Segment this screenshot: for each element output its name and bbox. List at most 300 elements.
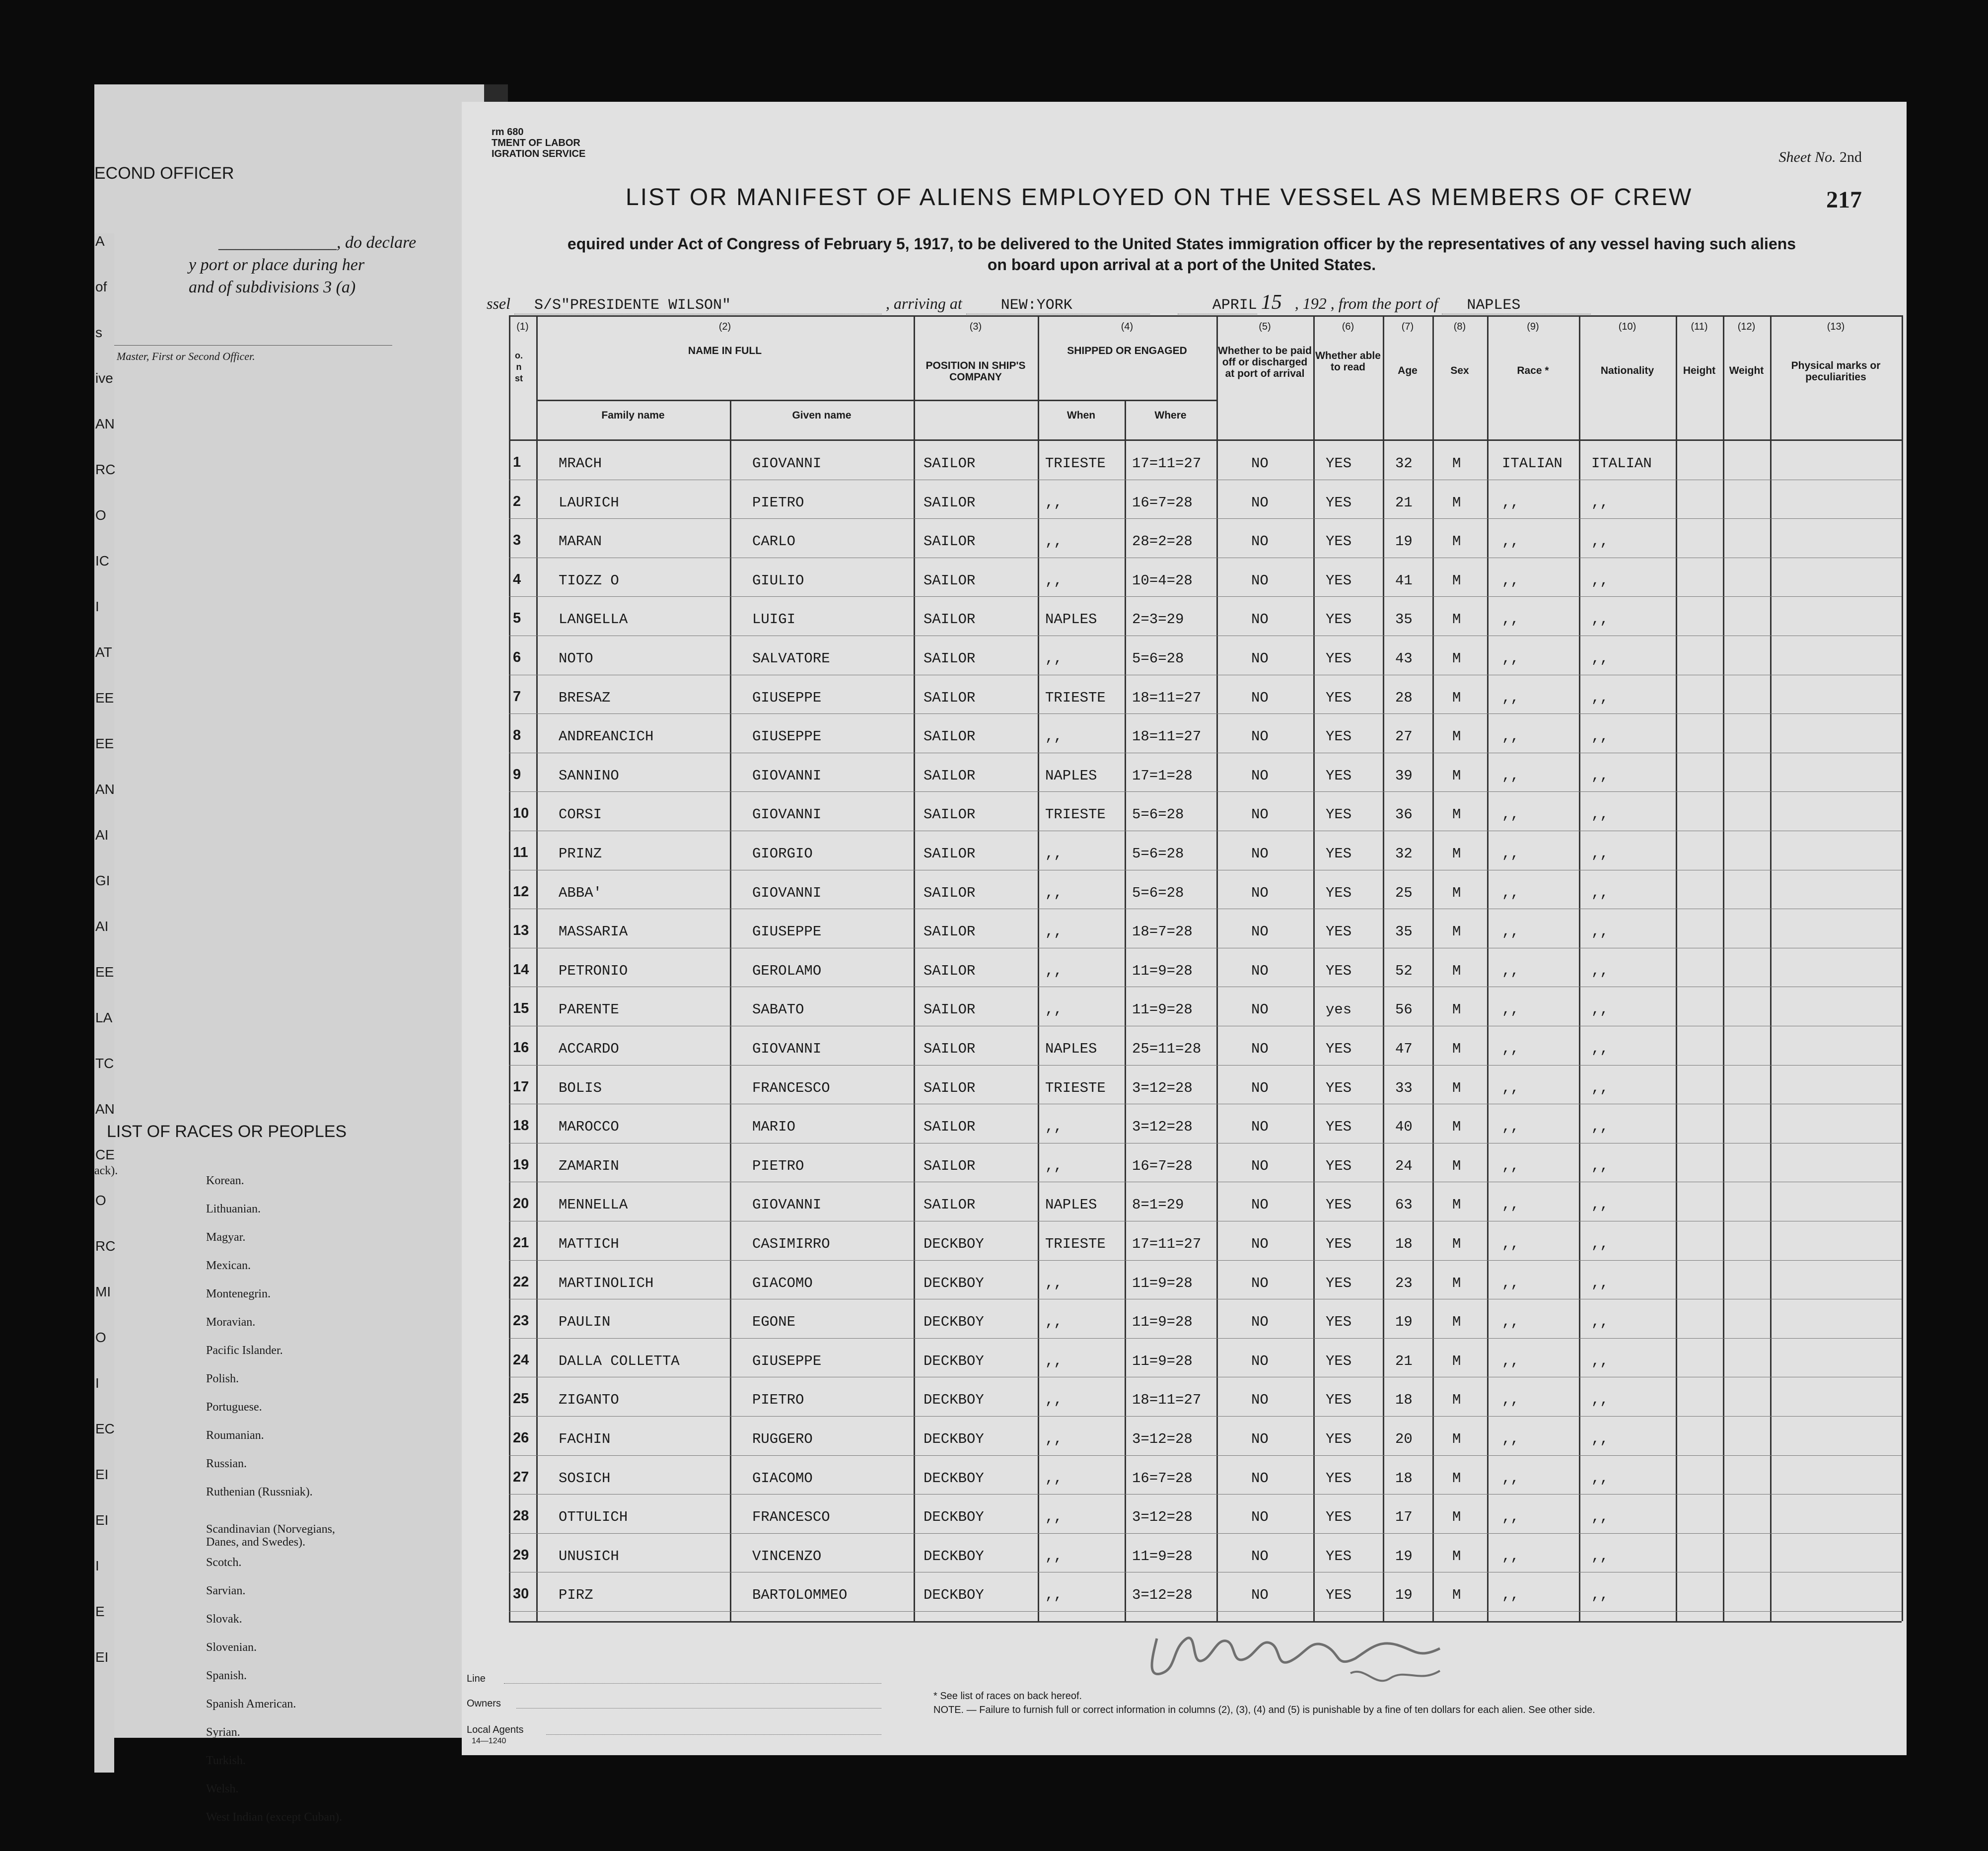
- where-cell: 2=3=29: [1132, 611, 1184, 628]
- column-rule: [914, 315, 915, 1621]
- row-rule: [509, 1455, 1902, 1456]
- able-to-read-cell: YES: [1326, 494, 1352, 511]
- position-cell: DECKBOY: [923, 1353, 984, 1369]
- edge-fragment: E: [95, 1604, 105, 1619]
- able-to-read-cell: YES: [1326, 728, 1352, 745]
- row-number: 27: [513, 1469, 529, 1485]
- race-item: Scotch.: [206, 1556, 242, 1569]
- age-cell: 47: [1395, 1041, 1413, 1057]
- declaration-line: and of subdivisions 3 (a): [189, 278, 356, 296]
- nationality-cell: ,,: [1591, 767, 1609, 784]
- paid-off-cell: NO: [1251, 1392, 1269, 1409]
- nationality-cell: ,,: [1591, 1001, 1609, 1018]
- column-rule: [1487, 315, 1489, 1621]
- able-to-read-cell: YES: [1326, 767, 1352, 784]
- when-cell: TRIESTE: [1045, 455, 1106, 472]
- paid-off-cell: NO: [1251, 962, 1269, 979]
- nationality-cell: ,,: [1591, 962, 1609, 979]
- paid-off-cell: NO: [1251, 611, 1269, 628]
- row-number: 7: [513, 688, 521, 705]
- row-rule: [509, 596, 1902, 597]
- race-item: West Indian (except Cuban).: [206, 1811, 342, 1824]
- when-cell: ,,: [1045, 1314, 1063, 1331]
- nationality-cell: ITALIAN: [1591, 455, 1652, 472]
- family-name-header: Family name: [601, 410, 665, 421]
- position-cell: SAILOR: [923, 1157, 976, 1174]
- sheet-number: [1779, 149, 1862, 166]
- family-name-cell: LANGELLA: [559, 611, 628, 628]
- edge-fragment: A: [95, 233, 105, 249]
- when-cell: ,,: [1045, 1548, 1063, 1565]
- nationality-cell: ,,: [1591, 806, 1609, 823]
- position-cell: SAILOR: [923, 1001, 976, 1018]
- where-cell: 18=11=27: [1132, 689, 1202, 706]
- able-to-read-cell: YES: [1326, 1079, 1352, 1096]
- race-cell: ,,: [1502, 846, 1519, 862]
- age-cell: 56: [1395, 1001, 1413, 1018]
- race-cell: ,,: [1502, 1587, 1519, 1604]
- when-cell: TRIESTE: [1045, 1079, 1106, 1096]
- given-name-cell: SALVATORE: [752, 650, 830, 667]
- edge-fragment: I: [95, 1558, 99, 1573]
- officer-signature: [1142, 1619, 1490, 1698]
- header-subrule: [1038, 400, 1216, 401]
- where-cell: 11=9=28: [1132, 1548, 1193, 1565]
- race-cell: ,,: [1502, 1236, 1519, 1252]
- where-cell: 11=9=28: [1132, 1353, 1193, 1369]
- row-number: 23: [513, 1313, 529, 1329]
- race-cell: ,,: [1502, 1314, 1519, 1331]
- given-name-cell: RUGGERO: [752, 1431, 813, 1447]
- family-name-cell: SANNINO: [559, 767, 619, 784]
- able-to-read-cell: YES: [1326, 1392, 1352, 1409]
- race-item: Spanish American.: [206, 1698, 296, 1710]
- when-cell: ,,: [1045, 1509, 1063, 1526]
- edge-fragment: AN: [95, 1101, 115, 1117]
- where-cell: 5=6=28: [1132, 884, 1184, 901]
- nationality-cell: ,,: [1591, 1157, 1609, 1174]
- paid-off-cell: NO: [1251, 924, 1269, 940]
- row-rule: [509, 713, 1902, 714]
- family-name-cell: BRESAZ: [559, 689, 611, 706]
- race-cell: ,,: [1502, 1079, 1519, 1096]
- where-cell: 16=7=28: [1132, 494, 1193, 511]
- edge-fragment: EI: [95, 1512, 109, 1528]
- column-rule: [730, 400, 731, 1621]
- when-cell: ,,: [1045, 494, 1063, 511]
- age-cell: 35: [1395, 924, 1413, 940]
- race-item: Slovak.: [206, 1613, 242, 1626]
- able-to-read-cell: YES: [1326, 1041, 1352, 1057]
- edge-fragment: AT: [95, 644, 112, 660]
- row-number: 25: [513, 1391, 529, 1407]
- signature-rule: [114, 345, 392, 346]
- able-to-read-cell: YES: [1326, 455, 1352, 472]
- position-cell: SAILOR: [923, 689, 976, 706]
- nationality-cell: ,,: [1591, 1470, 1609, 1487]
- edge-fragment: EE: [95, 964, 114, 980]
- arriving-label: , arriving at: [886, 294, 962, 312]
- paid-off-cell: NO: [1251, 728, 1269, 745]
- age-cell: 32: [1395, 455, 1413, 472]
- able-to-read-cell: YES: [1326, 962, 1352, 979]
- age-cell: 27: [1395, 728, 1413, 745]
- sex-cell: M: [1452, 1119, 1461, 1136]
- where-cell: 8=1=29: [1132, 1197, 1184, 1213]
- position-cell: DECKBOY: [923, 1587, 984, 1604]
- given-name-cell: LUIGI: [752, 611, 796, 628]
- when-cell: ,,: [1045, 1001, 1063, 1018]
- age-cell: 52: [1395, 962, 1413, 979]
- edge-fragment: I: [95, 599, 99, 614]
- header-subrule: [536, 400, 1038, 401]
- nationality-cell: ,,: [1591, 924, 1609, 940]
- row-number: 6: [513, 649, 521, 665]
- position-cell: SAILOR: [923, 494, 976, 511]
- where-cell: 3=12=28: [1132, 1431, 1193, 1447]
- edge-fragment: TC: [95, 1056, 114, 1071]
- when-cell: NAPLES: [1045, 767, 1097, 784]
- given-name-cell: MARIO: [752, 1119, 796, 1136]
- arrival-port: NEW:YORK: [966, 297, 1150, 314]
- column-rule: [1216, 315, 1218, 1621]
- race-cell: ,,: [1502, 494, 1519, 511]
- able-to-read-cell: YES: [1326, 533, 1352, 550]
- arrival-day: 15: [1261, 291, 1282, 314]
- able-to-read-cell: YES: [1326, 924, 1352, 940]
- from-port: NAPLES: [1442, 297, 1591, 314]
- row-number: 24: [513, 1352, 529, 1368]
- edge-fragment: AI: [95, 827, 109, 843]
- position-cell: SAILOR: [923, 455, 976, 472]
- sex-cell: M: [1452, 1353, 1461, 1369]
- given-name-cell: PIETRO: [752, 1392, 804, 1409]
- row-number: 11: [513, 845, 528, 860]
- given-name-cell: PIETRO: [752, 1157, 804, 1174]
- race-item: Slovenian.: [206, 1641, 257, 1654]
- column-number: (8): [1453, 321, 1466, 332]
- family-name-cell: BOLIS: [559, 1079, 602, 1096]
- race-item: Magyar.: [206, 1231, 246, 1244]
- owners-label: Owners: [467, 1698, 501, 1709]
- race-header: Race *: [1517, 365, 1549, 376]
- subtitle-line: on board upon arrival at a port of the United States.: [987, 256, 1376, 274]
- where-cell: 17=1=28: [1132, 767, 1193, 784]
- edge-fragment: AN: [95, 416, 115, 431]
- nationality-cell: ,,: [1591, 494, 1609, 511]
- row-number: 10: [513, 805, 529, 822]
- where-cell: 11=9=28: [1132, 962, 1193, 979]
- race-cell: ,,: [1502, 1275, 1519, 1291]
- paid-off-cell: NO: [1251, 1431, 1269, 1447]
- given-name-cell: GIULIO: [752, 572, 804, 589]
- where-cell: 3=12=28: [1132, 1509, 1193, 1526]
- race-footnote: * See list of races on back hereof.: [933, 1691, 1082, 1702]
- position-cell: SAILOR: [923, 1119, 976, 1136]
- race-item: Moravian.: [206, 1316, 256, 1329]
- nationality-cell: ,,: [1591, 1587, 1609, 1604]
- race-cell: ,,: [1502, 728, 1519, 745]
- subtitle-line: equired under Act of Congress of February 5, 1917, to be delivered to the United States immigration officer by the representatives of any vessel having such aliens: [567, 235, 1796, 253]
- edge-fragment: EI: [95, 1467, 109, 1482]
- row-number: 15: [513, 1000, 529, 1017]
- when-cell: ,,: [1045, 533, 1063, 550]
- given-name-cell: GIACOMO: [752, 1470, 813, 1487]
- paid-off-cell: NO: [1251, 1041, 1269, 1057]
- age-cell: 17: [1395, 1509, 1413, 1526]
- row-number: 1: [513, 454, 521, 470]
- previous-page-edge: [94, 233, 114, 1773]
- page-subtitle: [487, 233, 1877, 275]
- owners-rule: [516, 1708, 881, 1709]
- row-number: 19: [513, 1156, 529, 1173]
- row-number: 4: [513, 571, 521, 587]
- race-cell: ,,: [1502, 1509, 1519, 1526]
- age-cell: 35: [1395, 611, 1413, 628]
- given-name-cell: GIOVANNI: [752, 1197, 822, 1213]
- nationality-header: Nationality: [1600, 365, 1654, 376]
- nationality-cell: ,,: [1591, 1197, 1609, 1213]
- edge-fragment: GI: [95, 873, 110, 888]
- column-number: (1): [516, 321, 529, 332]
- sex-cell: M: [1452, 1157, 1461, 1174]
- age-cell: 19: [1395, 1587, 1413, 1604]
- race-cell: ,,: [1502, 1041, 1519, 1057]
- position-cell: SAILOR: [923, 1197, 976, 1213]
- row-number: 20: [513, 1196, 529, 1212]
- edge-fragment: s: [95, 325, 102, 340]
- race-cell: ,,: [1502, 1392, 1519, 1409]
- where-cell: 16=7=28: [1132, 1157, 1193, 1174]
- family-name-cell: MASSARIA: [559, 924, 628, 940]
- nationality-cell: ,,: [1591, 572, 1609, 589]
- sex-cell: M: [1452, 494, 1461, 511]
- race-cell: ,,: [1502, 924, 1519, 940]
- shipped-header: SHIPPED OR ENGAGED: [1067, 345, 1187, 356]
- family-name-cell: MATTICH: [559, 1236, 619, 1252]
- sheet-value: 2nd: [1840, 149, 1862, 165]
- paid-off-cell: NO: [1251, 767, 1269, 784]
- sex-cell: M: [1452, 1236, 1461, 1252]
- where-cell: 3=12=28: [1132, 1079, 1193, 1096]
- position-cell: SAILOR: [923, 611, 976, 628]
- age-cell: 41: [1395, 572, 1413, 589]
- paid-off-header: Whether to be paid off or discharged at port of arrival: [1218, 345, 1312, 379]
- page-title: LIST OR MANIFEST OF ALIENS EMPLOYED ON THE VESSEL AS MEMBERS OF CREW: [626, 184, 1693, 211]
- when-cell: NAPLES: [1045, 611, 1097, 628]
- edge-fragment: EE: [95, 690, 114, 706]
- able-to-read-cell: YES: [1326, 611, 1352, 628]
- row-number: 2: [513, 493, 521, 509]
- age-cell: 39: [1395, 767, 1413, 784]
- where-cell: 18=7=28: [1132, 924, 1193, 940]
- race-cell: ,,: [1502, 1157, 1519, 1174]
- position-cell: SAILOR: [923, 962, 976, 979]
- given-name-cell: GIOVANNI: [752, 806, 822, 823]
- column-number: (13): [1827, 321, 1845, 332]
- edge-fragment: O: [95, 1330, 106, 1345]
- sex-cell: M: [1452, 884, 1461, 901]
- position-cell: SAILOR: [923, 806, 976, 823]
- nationality-cell: ,,: [1591, 846, 1609, 862]
- age-cell: 18: [1395, 1392, 1413, 1409]
- family-name-cell: MARAN: [559, 533, 602, 550]
- edge-fragment: EC: [95, 1421, 115, 1436]
- race-cell: ,,: [1502, 767, 1519, 784]
- sex-cell: M: [1452, 611, 1461, 628]
- position-cell: SAILOR: [923, 650, 976, 667]
- edge-fragment: AN: [95, 782, 115, 797]
- position-cell: DECKBOY: [923, 1236, 984, 1252]
- column-rule: [1723, 315, 1724, 1621]
- where-cell: 5=6=28: [1132, 806, 1184, 823]
- row-number: 16: [513, 1040, 529, 1056]
- paid-off-cell: NO: [1251, 1353, 1269, 1369]
- sex-cell: M: [1452, 572, 1461, 589]
- race-item: Russian.: [206, 1457, 247, 1470]
- when-cell: TRIESTE: [1045, 689, 1106, 706]
- sex-cell: M: [1452, 533, 1461, 550]
- sex-cell: M: [1452, 650, 1461, 667]
- paid-off-cell: NO: [1251, 846, 1269, 862]
- family-name-cell: ACCARDO: [559, 1041, 619, 1057]
- vessel-name: S/S"PRESIDENTE WILSON": [514, 297, 882, 314]
- where-cell: 3=12=28: [1132, 1119, 1193, 1136]
- when-cell: ,,: [1045, 1587, 1063, 1604]
- able-to-read-cell: YES: [1326, 689, 1352, 706]
- column-rule: [1125, 400, 1126, 1621]
- sex-cell: M: [1452, 728, 1461, 745]
- when-cell: ,,: [1045, 884, 1063, 901]
- given-name-cell: BARTOLOMMEO: [752, 1587, 848, 1604]
- given-name-cell: FRANCESCO: [752, 1509, 830, 1526]
- row-number: 8: [513, 727, 521, 744]
- row-number: 12: [513, 883, 529, 900]
- when-cell: NAPLES: [1045, 1041, 1097, 1057]
- weight-header: Weight: [1729, 365, 1764, 376]
- paid-off-cell: NO: [1251, 1470, 1269, 1487]
- given-name-cell: CASIMIRRO: [752, 1236, 830, 1252]
- row-rule: [509, 1533, 1902, 1534]
- edge-fragment: RC: [95, 462, 116, 477]
- sex-cell: M: [1452, 1587, 1461, 1604]
- position-cell: SAILOR: [923, 846, 976, 862]
- when-cell: ,,: [1045, 962, 1063, 979]
- position-cell: DECKBOY: [923, 1470, 984, 1487]
- when-cell: ,,: [1045, 1470, 1063, 1487]
- paid-off-cell: NO: [1251, 1548, 1269, 1565]
- able-to-read-cell: YES: [1326, 1275, 1352, 1291]
- nationality-cell: ,,: [1591, 728, 1609, 745]
- where-cell: 28=2=28: [1132, 533, 1193, 550]
- where-cell: 11=9=28: [1132, 1275, 1193, 1291]
- race-item: Ruthenian (Russniak).: [206, 1486, 313, 1498]
- position-cell: DECKBOY: [923, 1275, 984, 1291]
- row-number: 18: [513, 1118, 529, 1134]
- nationality-cell: ,,: [1591, 1392, 1609, 1409]
- sex-cell: M: [1452, 1079, 1461, 1096]
- given-name-cell: GIORGIO: [752, 846, 813, 862]
- able-to-read-cell: YES: [1326, 650, 1352, 667]
- row-number: 14: [513, 961, 529, 978]
- age-cell: 63: [1395, 1197, 1413, 1213]
- position-cell: DECKBOY: [923, 1548, 984, 1565]
- paid-off-cell: NO: [1251, 533, 1269, 550]
- age-cell: 19: [1395, 533, 1413, 550]
- when-cell: ,,: [1045, 650, 1063, 667]
- edge-fragment: MI: [95, 1284, 111, 1299]
- race-item: Portuguese.: [206, 1401, 262, 1414]
- race-item: Roumanian.: [206, 1429, 264, 1442]
- race-item: Pacific Islander.: [206, 1344, 283, 1357]
- when-cell: ,,: [1045, 846, 1063, 862]
- race-item: Mexican.: [206, 1259, 251, 1272]
- column-rule: [1313, 315, 1315, 1621]
- paid-off-cell: NO: [1251, 1275, 1269, 1291]
- able-to-read-cell: YES: [1326, 884, 1352, 901]
- agents-label: Local Agents: [467, 1724, 524, 1735]
- age-cell: 23: [1395, 1275, 1413, 1291]
- able-to-read-cell: YES: [1326, 1431, 1352, 1447]
- family-name-cell: PAULIN: [559, 1314, 611, 1331]
- row-rule: [509, 1416, 1902, 1417]
- given-name-cell: SABATO: [752, 1001, 804, 1018]
- race-item: Welsh.: [206, 1782, 239, 1795]
- when-cell: ,,: [1045, 1392, 1063, 1409]
- form-number: [492, 127, 585, 159]
- race-cell: ,,: [1502, 1353, 1519, 1369]
- page-number: 217: [1826, 187, 1862, 213]
- form-line: IGRATION SERVICE: [492, 148, 586, 159]
- nationality-cell: ,,: [1591, 1314, 1609, 1331]
- column-number: (11): [1691, 321, 1708, 332]
- edge-fragment: O: [95, 507, 106, 523]
- row-number: 9: [513, 766, 521, 783]
- given-name-cell: VINCENZO: [752, 1548, 822, 1565]
- row-number: 5: [513, 610, 521, 627]
- able-to-read-cell: yes: [1326, 1001, 1352, 1018]
- when-cell: TRIESTE: [1045, 806, 1106, 823]
- vessel-line: [487, 290, 1591, 314]
- column-number: (10): [1618, 321, 1636, 332]
- family-name-cell: ZIGANTO: [559, 1392, 619, 1409]
- year-label: , 192: [1294, 294, 1327, 312]
- row-rule: [509, 1494, 1902, 1495]
- paid-off-cell: NO: [1251, 572, 1269, 589]
- given-name-cell: CARLO: [752, 533, 796, 550]
- where-cell: 11=9=28: [1132, 1314, 1193, 1331]
- race-cell: ,,: [1502, 650, 1519, 667]
- able-to-read-cell: YES: [1326, 1236, 1352, 1252]
- where-cell: 3=12=28: [1132, 1587, 1193, 1604]
- where-cell: 11=9=28: [1132, 1001, 1193, 1018]
- given-name-cell: GIOVANNI: [752, 1041, 822, 1057]
- age-cell: 19: [1395, 1548, 1413, 1565]
- column-rule: [1902, 315, 1903, 1621]
- family-name-cell: MARTINOLICH: [559, 1275, 654, 1291]
- line-label: Line: [467, 1673, 486, 1684]
- race-cell: ITALIAN: [1502, 455, 1562, 472]
- column-number: (3): [969, 321, 982, 332]
- paid-off-cell: NO: [1251, 1197, 1269, 1213]
- paid-off-cell: NO: [1251, 884, 1269, 901]
- position-cell: DECKBOY: [923, 1314, 984, 1331]
- number-header: o. n st: [514, 351, 523, 383]
- position-cell: SAILOR: [923, 533, 976, 550]
- nationality-cell: ,,: [1591, 650, 1609, 667]
- edge-fragment: AI: [95, 919, 109, 934]
- row-number: 3: [513, 532, 521, 549]
